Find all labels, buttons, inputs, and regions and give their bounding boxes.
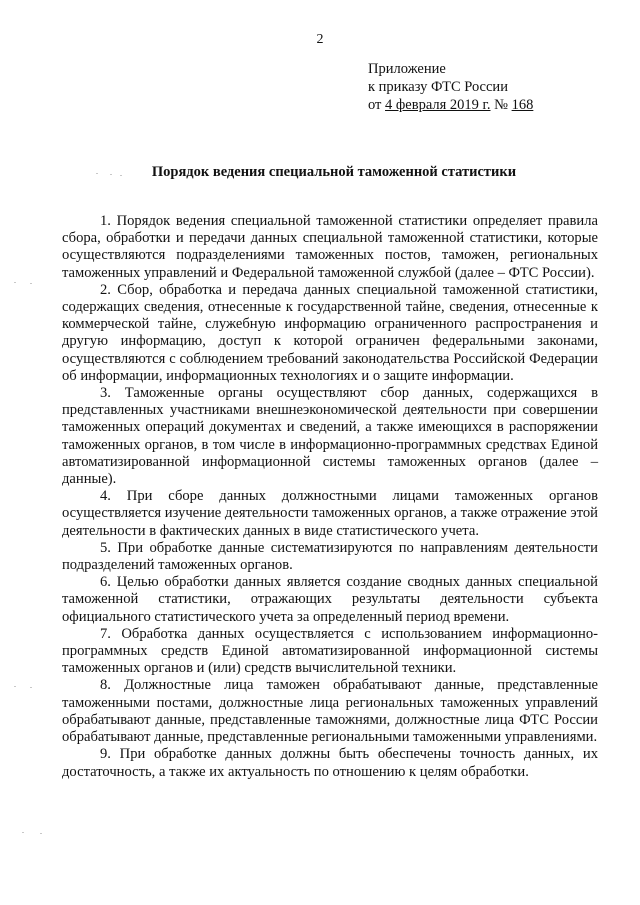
scan-speck (120, 175, 122, 176)
paragraph: 5. При обработке данные систематизируются по направлениям деятельности подразделений таможенных органов. (62, 539, 598, 574)
number-prefix: № (490, 97, 512, 113)
appendix-block (368, 60, 533, 114)
scan-speck (40, 833, 42, 834)
scan-speck (30, 687, 32, 688)
page-number: 2 (316, 32, 324, 47)
date-prefix: от (368, 97, 386, 113)
document-body (62, 213, 598, 781)
paragraph: 6. Целью обработки данных является создание сводных данных специальной таможенной статистики, отражающих результаты деятельности субъекта официального статистического учета за определенный период времени. (62, 574, 598, 625)
order-date: 4 февраля 2019 г. (385, 97, 491, 113)
paragraph: 9. При обработке данных должны быть обеспечены точность данных, их достаточность, а также их актуальность по отношению к целям обработки. (62, 746, 598, 780)
scan-speck (22, 832, 24, 833)
scan-speck (110, 174, 112, 175)
paragraph: 2. Сбор, обработка и передача данных специальной таможенной статистики, содержащих сведения, отнесенные к государственной тайне, сведения, отнесенные к коммерческой тайне, служебную информацию ограниченного распространения и другую информацию, доступ к которой ограничен федеральными законами, осуществляются с соблюдением требований законодательства Российской Федерации об информации, информационных технологиях и о защите информации. (62, 281, 598, 384)
order-number: 168 (511, 97, 534, 113)
scan-speck (96, 173, 98, 174)
paragraph: 1. Порядок ведения специальной таможенной статистики определяет правила сбора, обработки и передачи данных специальной таможенной статистики, которые осуществляются подразделениями таможенных постов, таможен, региональных таможенных управлений и Федеральной таможенной службой (далее – ФТС России). (62, 213, 598, 281)
appendix-line-2: к приказу ФТС России (368, 79, 508, 95)
scan-speck (14, 282, 16, 283)
appendix-line-3 (368, 96, 533, 114)
paragraph: 4. При сборе данных должностными лицами таможенных органов осуществляется изучение деятельности таможенных органов, а также отражение этой деятельности в фактических данных в виде статистического учета. (62, 488, 598, 539)
appendix-line-1: Приложение (368, 61, 446, 77)
document-title: Порядок ведения специальной таможенной статистики (151, 164, 517, 180)
scan-speck (30, 283, 32, 284)
paragraph: 3. Таможенные органы осуществляют сбор данных, содержащихся в представленных участниками внешнеэкономической деятельности при совершении таможенных операций документах и сведений, а также имеющихся в распоряжении таможенных органов, в том числе в информационно-программных средствах Единой автоматизированной информационной системы таможенных органов (далее – данные). (62, 385, 598, 488)
scan-speck (14, 686, 16, 687)
paragraph: 8. Должностные лица таможен обрабатывают данные, представленные таможенными постами, должностные лица региональных таможенных управлений обрабатывают данные, представленные таможнями, должностные лица ФТС России обрабатывают данные, представленные региональными таможенными управлениями. (62, 677, 598, 746)
paragraph: 7. Обработка данных осуществляется с использованием информационно-программных средств Единой автоматизированной информационной системы таможенных органов и (или) средств вычислительной техники. (62, 625, 598, 677)
